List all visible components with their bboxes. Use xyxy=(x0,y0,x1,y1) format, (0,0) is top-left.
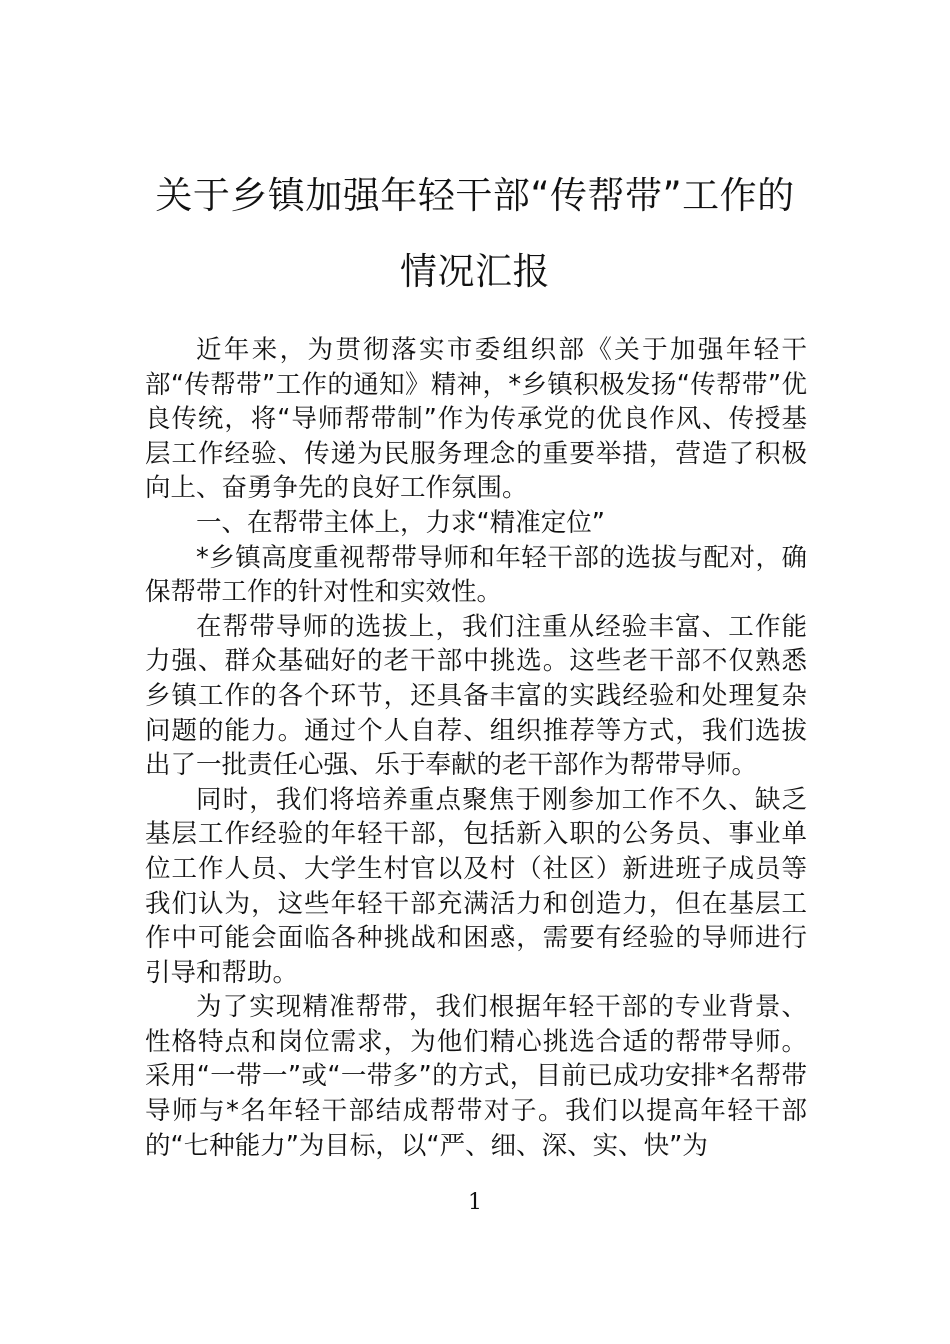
paragraph: 为了实现精准帮带，我们根据年轻干部的专业背景、性格特点和岗位需求，为他们精心挑选合适的帮带导师。采用“一带一”或“一带多”的方式，目前已成功安排*名帮带导师与*名年轻干部结成帮带对子。我们以提高年轻干部的“七种能力”为目标，以“严、细、深、实、快”为 xyxy=(145,992,807,1161)
page-number: 1 xyxy=(468,1190,482,1215)
title-line-1: 关于乡镇加强年轻干部“传帮带”工作的 xyxy=(155,174,795,217)
document-body xyxy=(145,333,807,1163)
document-title xyxy=(120,158,830,310)
paragraph: *乡镇高度重视帮带导师和年轻干部的选拔与配对，确保帮带工作的针对性和实效性。 xyxy=(145,542,807,608)
title-line-2: 情况汇报 xyxy=(400,250,550,293)
section-heading-1: 一、在帮带主体上，力求“精准定位” xyxy=(196,507,605,538)
paragraph: 同时，我们将培养重点聚焦于刚参加工作不久、缺乏基层工作经验的年轻干部，包括新入职的公务员、事业单位工作人员、大学生村官以及村（社区）新进班子成员等我们认为，这些年轻干部充满活力和创造力，但在基层工作中可能会面临各种挑战和困惑，需要有经验的导师进行引导和帮助。 xyxy=(145,784,807,988)
paragraph-intro: 近年来，为贯彻落实市委组织部《关于加强年轻干部“传帮带”工作的通知》精神，*乡镇积极发扬“传帮带”优良传统，将“导师帮带制”作为传承党的优良作风、传授基层工作经验、传递为民服务理念的重要举措，营造了积极向上、奋勇争先的良好工作氛围。 xyxy=(145,335,807,504)
paragraph: 在帮带导师的选拔上，我们注重从经验丰富、工作能力强、群众基础好的老干部中挑选。这些老干部不仅熟悉乡镇工作的各个环节，还具备丰富的实践经验和处理复杂问题的能力。通过个人自荐、组织推荐等方式，我们选拔出了一批责任心强、乐于奉献的老干部作为帮带导师。 xyxy=(145,611,807,781)
